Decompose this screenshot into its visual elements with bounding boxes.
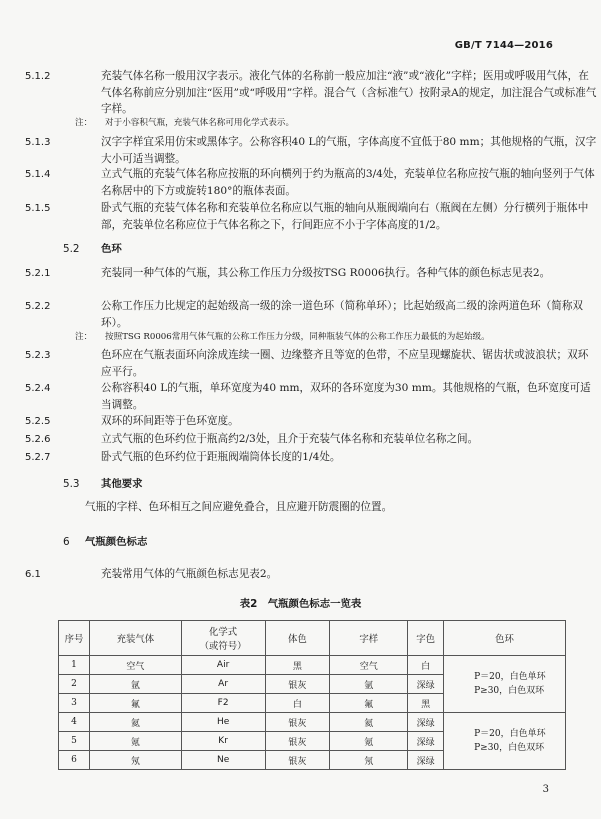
note-1: 注： 对于小容积气瓶，充装气体名称可用化学式表示。: [75, 118, 295, 128]
clause-5-3-body: 气瓶的字样、色环相互之间应避免叠合，且应避开防震圈的位置。: [85, 501, 393, 513]
clause-5-1-3: 5.1.3 汉字字样宜采用仿宋或黑体字。公称容积40 L的气瓶，字体高度不宜低于80 mm；其他规格的气瓶，汉字大小可适当调整。: [25, 136, 597, 165]
header-no: 序号: [59, 621, 90, 656]
cell-text-color: 黑: [408, 694, 444, 713]
page-number: 3: [542, 784, 549, 795]
cell-text: 氦: [330, 713, 408, 732]
section-6-heading: 6 气瓶颜色标志: [63, 536, 148, 548]
cell-text: 氖: [330, 751, 408, 770]
cell-text: 氩: [330, 675, 408, 694]
header-text-color: 字色: [408, 621, 444, 656]
clause-5-2-7: 5.2.7 卧式气瓶的色环约位于距瓶阀端筒体长度的1/4处。: [25, 451, 341, 463]
clause-5-1-5: 5.1.5 卧式气瓶的充装气体名称和充装单位名称应以气瓶的轴向从瓶阀端向右（瓶阀在左侧）分行横列于瓶体中部，充装单位名称应位于气体名称之下，行间距应不小于字体高度的1/2。: [25, 202, 589, 231]
header-formula: 化学式 （或符号）: [181, 621, 265, 656]
section-5-3-heading: 5.3 其他要求: [63, 478, 143, 490]
cell-no: 1: [59, 656, 90, 675]
section-5-2-heading: 5.2 色环: [63, 243, 122, 255]
cell-body-color: 银灰: [265, 675, 330, 694]
cell-text-color: 深绿: [408, 675, 444, 694]
cell-no: 6: [59, 751, 90, 770]
cell-body-color: 银灰: [265, 751, 330, 770]
gas-color-table: [58, 620, 566, 770]
table-row: [59, 656, 566, 675]
cell-body-color: 黑: [265, 656, 330, 675]
cell-ring-group-a: P＝20，白色单环 P≥30，白色双环: [444, 656, 566, 713]
cell-body-color: 银灰: [265, 713, 330, 732]
cell-gas: 氦: [89, 713, 181, 732]
note-2: 注： 按照TSG R0006常用气体气瓶的公称工作压力分级，同种瓶装气体的公称工作压力最低的为起始级。: [75, 332, 490, 342]
cell-gas: 氟: [89, 694, 181, 713]
cell-gas: 氩: [89, 675, 181, 694]
clause-5-1-4: 5.1.4 立式气瓶的充装气体名称应按瓶的环向横列于约为瓶高的3/4处，充装单位名称应按气瓶的轴向竖列于气体名称居中的下方或旋转180°的瓶体表面。: [25, 168, 595, 197]
header-text: 字样: [330, 621, 408, 656]
clause-5-2-4: 5.2.4 公称容积40 L的气瓶，单环宽度为40 mm，双环的各环宽度为30 mm。其他规格的气瓶，色环宽度可适当调整。: [25, 382, 591, 411]
cell-text: 氪: [330, 732, 408, 751]
cell-no: 3: [59, 694, 90, 713]
cell-no: 2: [59, 675, 90, 694]
cell-body-color: 银灰: [265, 732, 330, 751]
cell-gas: 空气: [89, 656, 181, 675]
header-body-color: 体色: [265, 621, 330, 656]
header-gas: 充装气体: [89, 621, 181, 656]
clause-5-2-3: 5.2.3 色环应在气瓶表面环向涂成连续一圈、边缘整齐且等宽的色带，不应呈现螺旋状、锯齿状或波浪状；双环应平行。: [25, 349, 589, 378]
cell-text: 空气: [330, 656, 408, 675]
cell-formula: F2: [181, 694, 265, 713]
clause-5-2-1: 5.2.1 充装同一种气体的气瓶，其公称工作压力分级按TSG R0006执行。各种气体的颜色标志见表2。: [25, 267, 551, 279]
clause-6-1: 6.1 充装常用气体的气瓶颜色标志见表2。: [25, 568, 278, 580]
cell-formula: Ne: [181, 751, 265, 770]
cell-text-color: 深绿: [408, 713, 444, 732]
cell-formula: Ar: [181, 675, 265, 694]
cell-text-color: 深绿: [408, 732, 444, 751]
clause-5-2-5: 5.2.5 双环的环间距等于色环宽度。: [25, 415, 239, 427]
cell-no: 4: [59, 713, 90, 732]
cell-text: 氟: [330, 694, 408, 713]
standard-number: GB/T 7144—2016: [454, 40, 553, 51]
clause-5-2-2: 5.2.2 公称工作压力比规定的起始级高一级的涂一道色环（简称单环）；比起始级高二级的涂两道色环（简称双环）。: [25, 300, 584, 329]
table-header-row: [59, 621, 566, 656]
cell-formula: Air: [181, 656, 265, 675]
cell-formula: Kr: [181, 732, 265, 751]
cell-text-color: 深绿: [408, 751, 444, 770]
table-row: [59, 713, 566, 732]
cell-formula: He: [181, 713, 265, 732]
cell-gas: 氪: [89, 732, 181, 751]
cell-body-color: 白: [265, 694, 330, 713]
clause-5-1-2: 5.1.2 充装气体名称一般用汉字表示。液化气体的名称前一般应加注“液”或“液化”字样；医用或呼吸用气体，在气体名称前应分别加注“医用”或“呼吸用”字样。混合气（含标准气）按附录A的规定，加注混合气或标准气字样。: [25, 70, 597, 115]
cell-text-color: 白: [408, 656, 444, 675]
cell-ring-group-b: P＝20，白色单环 P≥30，白色双环: [444, 713, 566, 770]
table-caption: 表2 气瓶颜色标志一览表: [239, 598, 362, 610]
header-ring: 色环: [444, 621, 566, 656]
cell-no: 5: [59, 732, 90, 751]
cell-gas: 氖: [89, 751, 181, 770]
clause-5-2-6: 5.2.6 立式气瓶的色环约位于瓶高约2/3处，且介于充装气体名称和充装单位名称之间。: [25, 433, 479, 445]
